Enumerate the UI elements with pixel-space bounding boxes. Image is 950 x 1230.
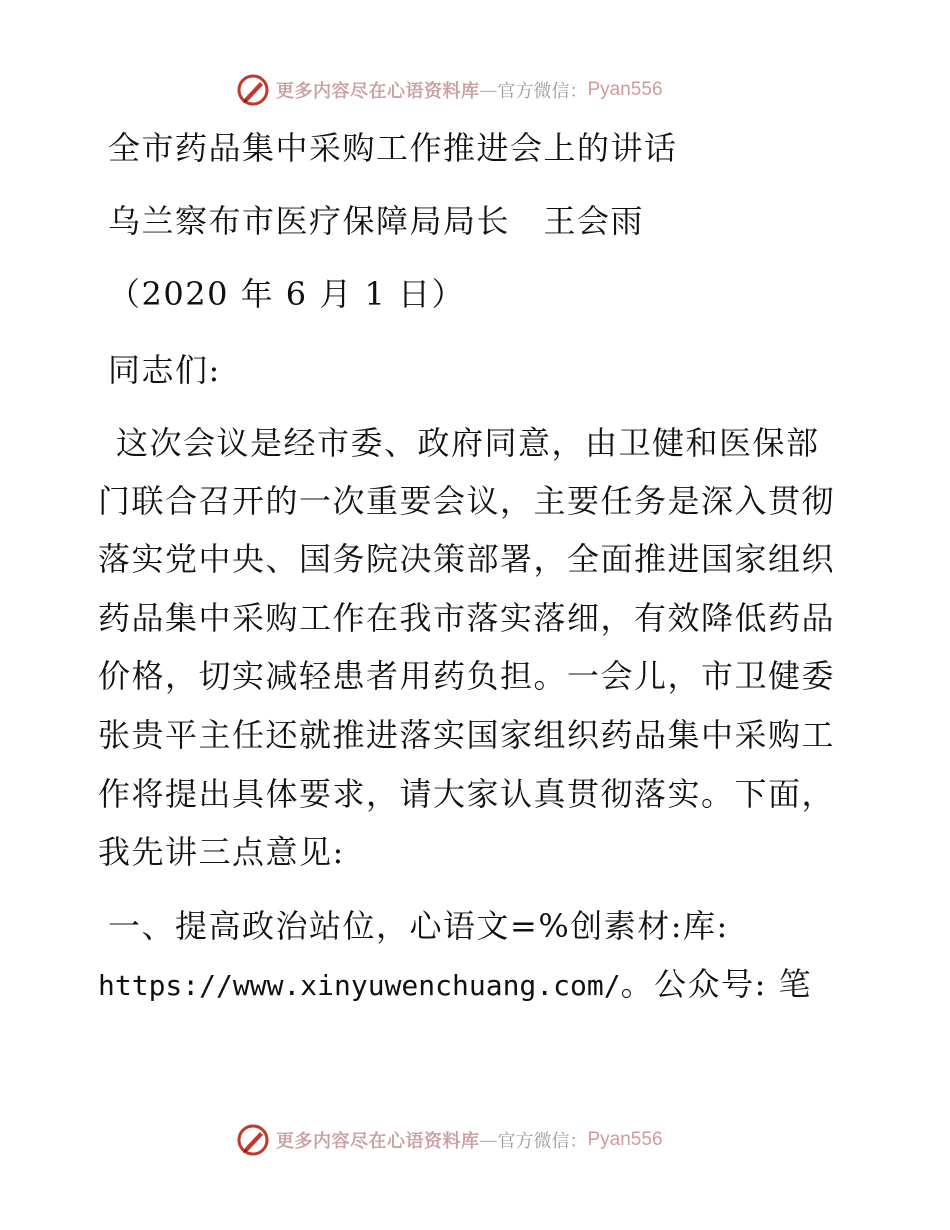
paragraph-line: 这次会议是经市委、政府同意，由卫健和医保部 <box>116 424 820 462</box>
url-suffix-text: 。公众号: 笔 <box>620 965 813 1003</box>
watermark-wechat-id: Pyan556 <box>587 79 663 100</box>
watermark-site-text: 更多内容尽在心语资料库 <box>276 1131 480 1152</box>
url-line <box>98 964 812 1006</box>
watermark-footer <box>236 1122 663 1158</box>
paragraph-line: 门联合召开的一次重要会议，主要任务是深入贯彻 <box>98 482 836 520</box>
section-heading-1: 一、提高政治站位，心语文=%创素材:库: <box>108 907 729 945</box>
document-title: 全市药品集中采购工作推进会上的讲话 <box>108 129 678 167</box>
watermark-wechat-label: 官方微信： <box>497 81 588 102</box>
website-link[interactable]: https://www.xinyuwenchuang.com/ <box>98 969 621 1002</box>
date-line: （2020 年 6 月 1 日） <box>108 275 466 313</box>
paragraph-line: 我先讲三点意见: <box>98 833 345 871</box>
speaker-line: 乌兰察布市医疗保障局局长 王会雨 <box>108 202 645 240</box>
watermark-separator: — <box>479 79 498 101</box>
watermark-header <box>236 72 663 108</box>
paragraph-line: 落实党中央、国务院决策部署，全面推进国家组织 <box>98 540 836 578</box>
paragraph-line: 价格，切实减轻患者用药负担。一会儿，市卫健委 <box>98 657 836 695</box>
watermark-separator: — <box>479 1129 498 1151</box>
paragraph-line: 张贵平主任还就推进落实国家组织药品集中采购工 <box>98 716 836 754</box>
salutation: 同志们: <box>108 351 221 389</box>
paragraph-line: 药品集中采购工作在我市落实落细，有效降低药品 <box>98 599 836 637</box>
paragraph-line: 作将提出具体要求，请大家认真贯彻落实。下面， <box>98 775 836 813</box>
watermark-site-text: 更多内容尽在心语资料库 <box>276 81 480 102</box>
pen-logo-icon <box>236 73 270 107</box>
watermark-wechat-id: Pyan556 <box>587 1129 663 1150</box>
watermark-wechat-label: 官方微信： <box>497 1131 588 1152</box>
pen-logo-icon <box>236 1123 270 1157</box>
